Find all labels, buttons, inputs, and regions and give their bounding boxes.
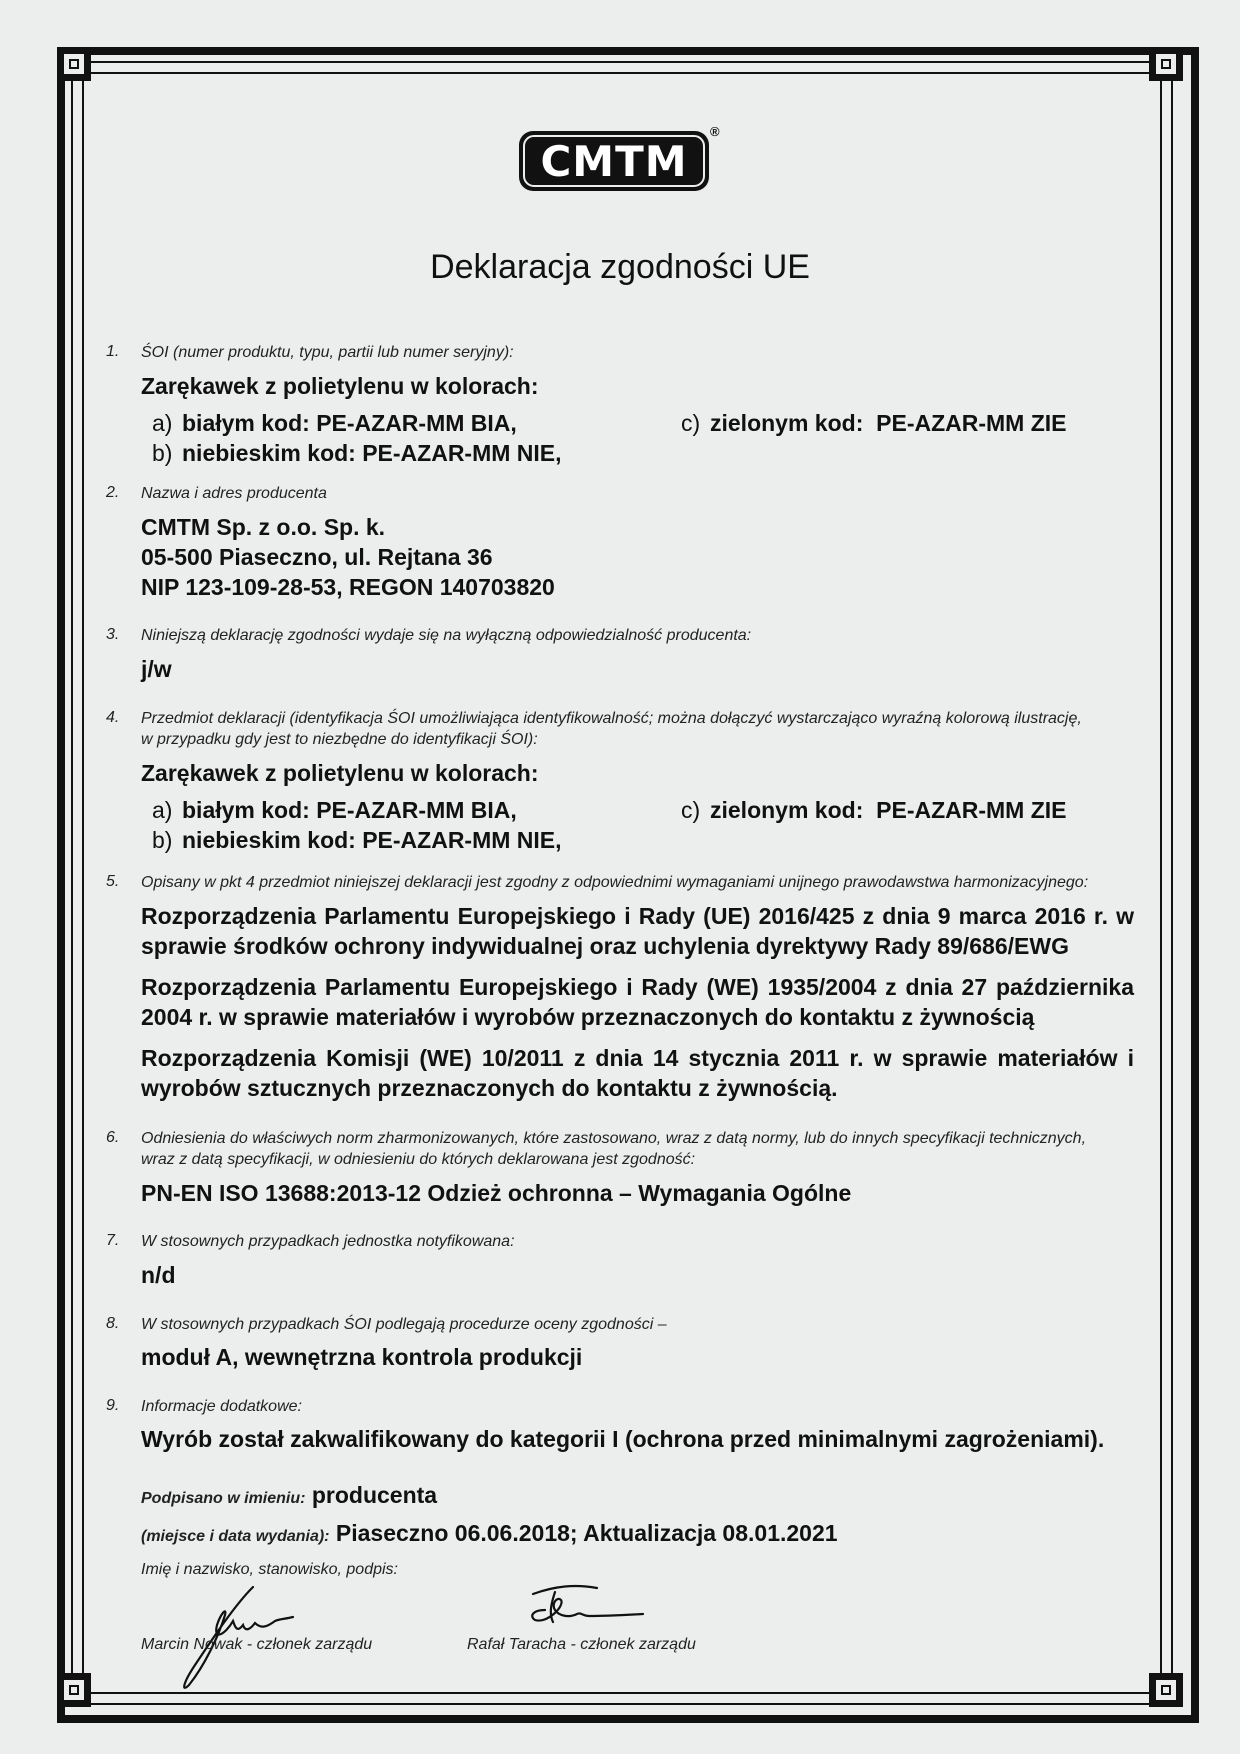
section-4-item-b-marker: b)	[152, 827, 173, 853]
regulation-2016-425: Rozporządzenia Parlamentu Europejskiego i Rady (UE) 2016/425 z dnia 9 marca 2016 r. w sprawie środków ochrony indywidualnej oraz uchylenia dyrektywy Rady 89/686/EWG	[141, 903, 1134, 959]
producer-name: CMTM Sp. z o.o. Sp. k.	[141, 514, 386, 540]
section-4-item-c: zielonym kod: PE-AZAR-MM ZIE	[710, 797, 1067, 823]
section-7-number: 7.	[106, 1232, 120, 1249]
section-7-label: W stosownych przypadkach jednostka notyfikowana:	[141, 1233, 515, 1250]
place-label: (miejsce i data wydania):	[141, 1528, 330, 1545]
producer-address: 05-500 Piaseczno, ul. Rejtana 36	[141, 544, 493, 570]
section-1-item-b-marker: b)	[152, 440, 173, 466]
logo-text: CMTM	[540, 136, 688, 186]
section-4-label: Przedmiot deklaracji (identyfikacja ŚOI umożliwiająca identyfikowalność; można dołączyć wystarczająco wyraźną kolorową ilustrację,	[141, 710, 1082, 727]
section-5-number: 5.	[106, 873, 120, 890]
section-8-number: 8.	[106, 1315, 120, 1332]
section-1-item-c: zielonym kod: PE-AZAR-MM ZIE	[710, 410, 1067, 436]
section-9-label: Informacje dodatkowe:	[141, 1398, 302, 1415]
document-title: Deklaracja zgodności UE	[430, 248, 810, 286]
cmtm-logo	[519, 131, 709, 191]
name-position-label: Imię i nazwisko, stanowisko, podpis:	[141, 1561, 398, 1578]
place-value: Piaseczno 06.06.2018; Aktualizacja 08.01.2021	[335, 1520, 838, 1546]
section-3-value: j/w	[141, 656, 172, 682]
section-1-item-a-marker: a)	[152, 410, 173, 436]
section-1-item-c-marker: c)	[681, 410, 701, 436]
section-6-label-cont: wraz z datą specyfikacji, w odniesieniu do których deklarowana jest zgodność:	[141, 1151, 696, 1168]
corner-ornament-top-left	[57, 47, 91, 81]
section-6-value: PN-EN ISO 13688:2013-12 Odzież ochronna – Wymagania Ogólne	[141, 1180, 852, 1206]
corner-ornament-bottom-right	[1149, 1673, 1183, 1707]
registered-mark: ®	[710, 124, 720, 139]
signatory-2: Rafał Taracha - członek zarządu	[467, 1636, 696, 1653]
signatory-1: Marcin Nowak - członek zarządu	[141, 1636, 373, 1653]
place-and-date	[141, 1520, 838, 1547]
signed-label: Podpisano w imieniu:	[141, 1490, 306, 1507]
section-1-item-a: białym kod: PE-AZAR-MM BIA,	[182, 410, 517, 436]
section-6-number: 6.	[106, 1129, 120, 1146]
producer-ids: NIP 123-109-28-53, REGON 140703820	[141, 574, 555, 600]
corner-ornament-top-right	[1149, 47, 1183, 81]
section-5-label: Opisany w pkt 4 przedmiot niniejszej deklaracji jest zgodny z odpowiednimi wymaganiami unijnego prawodawstwa harmonizacyjnego:	[141, 874, 1089, 891]
section-8-label: W stosownych przypadkach ŚOI podlegają procedurze oceny zgodności –	[141, 1316, 667, 1333]
signed-on-behalf	[141, 1482, 437, 1509]
section-9-number: 9.	[106, 1397, 120, 1414]
signed-value: producenta	[311, 1482, 438, 1508]
section-4-heading: Zarękawek z polietylenu w kolorach:	[141, 760, 539, 786]
regulation-10-2011: Rozporządzenia Komisji (WE) 10/2011 z dnia 14 stycznia 2011 r. w sprawie materiałów i wyrobów sztucznych przeznaczonych do kontaktu z żywnością.	[141, 1045, 1134, 1101]
section-2-number: 2.	[106, 484, 120, 501]
section-4-item-a: białym kod: PE-AZAR-MM BIA,	[182, 797, 517, 823]
section-4-item-b: niebieskim kod: PE-AZAR-MM NIE,	[182, 827, 562, 853]
section-1-heading: Zarękawek z polietylenu w kolorach:	[141, 373, 539, 399]
section-3-label: Niniejszą deklarację zgodności wydaje się na wyłączną odpowiedzialność producenta:	[141, 627, 752, 644]
corner-ornament-bottom-left	[57, 1673, 91, 1707]
section-8-value: moduł A, wewnętrzna kontrola produkcji	[141, 1344, 583, 1370]
section-2-label: Nazwa i adres producenta	[141, 485, 327, 502]
section-9-value: Wyrób został zakwalifikowany do kategorii I (ochrona przed minimalnymi zagrożeniami).	[141, 1426, 1105, 1452]
signature-rafal-taracha	[525, 1582, 645, 1637]
section-3-number: 3.	[106, 626, 120, 643]
section-4-number: 4.	[106, 709, 120, 726]
section-1-item-b: niebieskim kod: PE-AZAR-MM NIE,	[182, 440, 562, 466]
section-7-value: n/d	[141, 1262, 176, 1288]
section-1-label: ŚOI (numer produktu, typu, partii lub numer seryjny):	[141, 344, 514, 361]
section-6-label: Odniesienia do właściwych norm zharmonizowanych, które zastosowano, wraz z datą normy, lub do innych specyfikacji technicznych,	[141, 1130, 1087, 1147]
section-1-number: 1.	[106, 343, 120, 360]
section-4-item-a-marker: a)	[152, 797, 173, 823]
regulation-1935-2004: Rozporządzenia Parlamentu Europejskiego i Rady (WE) 1935/2004 z dnia 27 października 2004 r. w sprawie materiałów i wyrobów przeznaczonych do kontaktu z żywnością	[141, 974, 1134, 1030]
section-4-item-c-marker: c)	[681, 797, 701, 823]
section-4-label-cont: w przypadku gdy jest to niezbędne do identyfikacji ŚOI):	[141, 731, 538, 748]
